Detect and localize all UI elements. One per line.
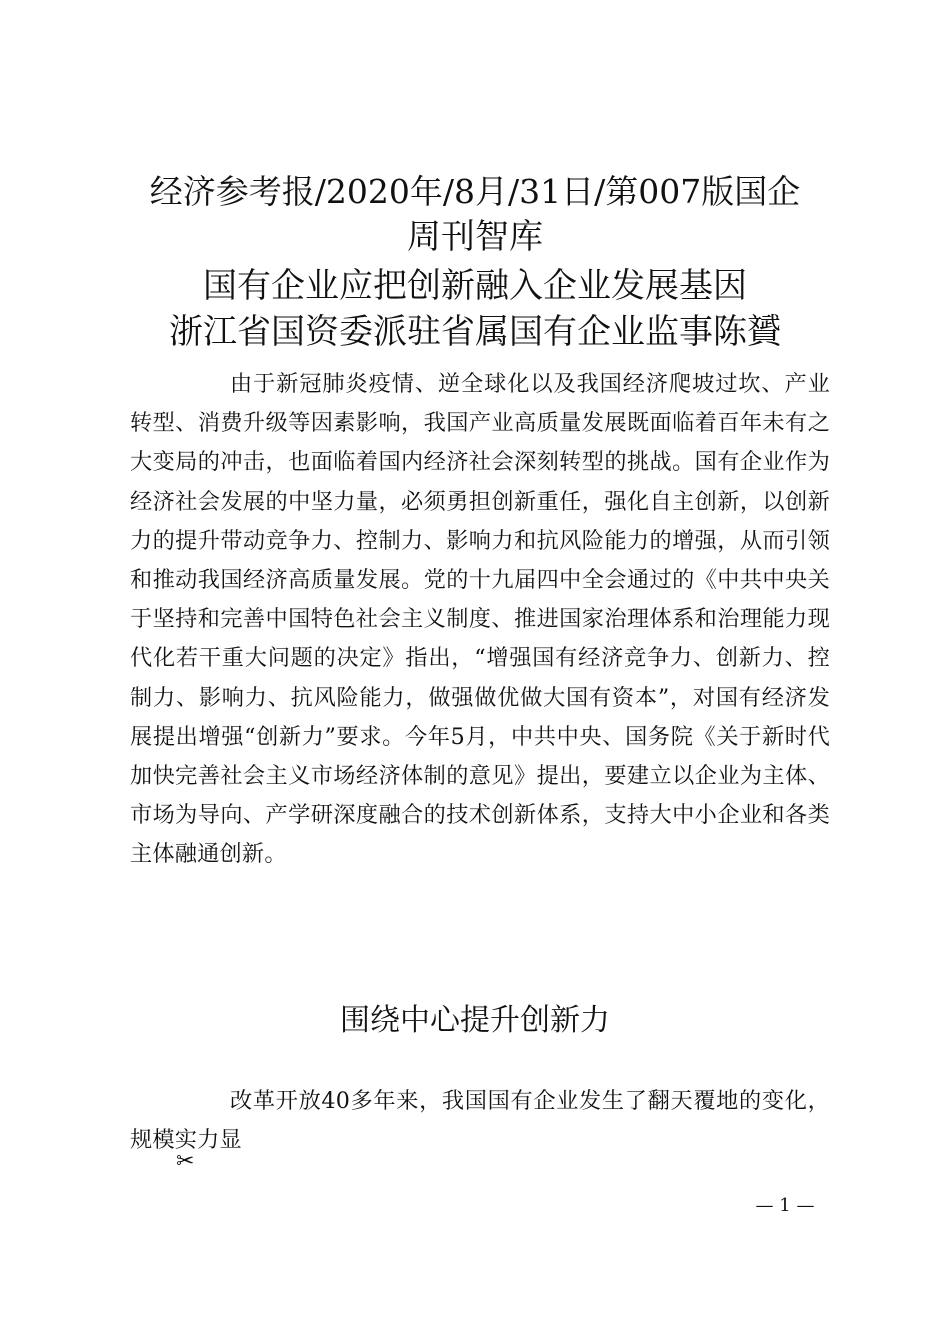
body-paragraph-2: 改革开放40多年来，我国国有企业发生了翻天覆地的变化，规模实力显 bbox=[130, 1088, 830, 1154]
author-line: 浙江省国资委派驻省属国有企业监事陈贇 bbox=[169, 312, 781, 352]
source-line-continued: 周刊智库 bbox=[407, 217, 543, 257]
article-headline: 国有企业应把创新融入企业发展基因 bbox=[203, 266, 747, 306]
section-heading: 围绕中心提升创新力 bbox=[340, 1003, 610, 1038]
source-line: 经济参考报/2020年/8月/31日/第007版国企 bbox=[149, 172, 801, 211]
page-number: — 1 — bbox=[755, 1195, 815, 1216]
body-paragraph-1: 由于新冠肺炎疫情、逆全球化以及我国经济爬坡过坎、产业转型、消费升级等因素影响，我国产业高质量发展既面临着百年未有之大变局的冲击，也面临着国内经济社会深刻转型的挑战。国有企业作为经济社会发展的中坚力量，必须勇担创新重任，强化自主创新，以创新力的提升带动竞争力、控制力、影响力和抗风险能力的增强，从而引领和推动我国经济高质量发展。党的十九届四中全会通过的《中共中央关于坚持和完善中国特色社会主义制度、推进国家治理体系和治理能力现代化若干重大问题的决定》指出，“增强国有经济竞争力、创新力、控制力、影响力、抗风险能力，做强做优做大国有资本”，对国有经济发展提出增强“创新力”要求。今年5月，中共中央、国务院《关于新时代加快完善社会主义市场经济体制的意见》提出，要建立以企业为主体、市场为导向、产学研深度融合的技术创新体系，支持大中小企业和各类主体融通创新。 bbox=[130, 371, 830, 868]
scissors-icon: ✂ bbox=[176, 1149, 195, 1174]
